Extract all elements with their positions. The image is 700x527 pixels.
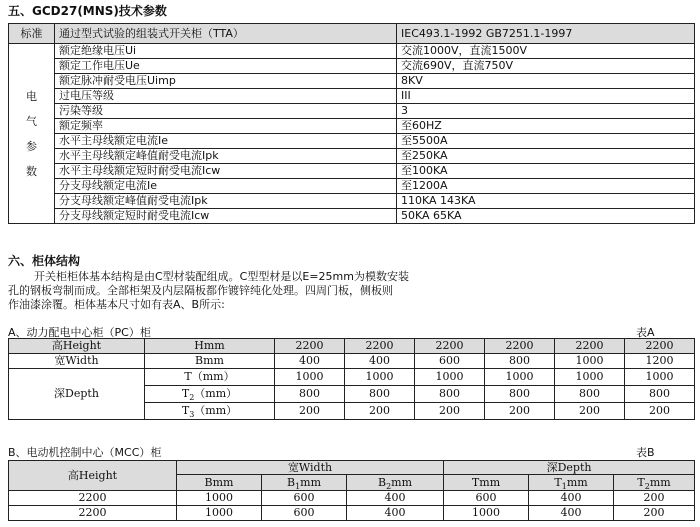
table-cell: 600	[415, 354, 485, 369]
tech-params-table	[8, 23, 695, 224]
param-value: 3	[397, 104, 695, 119]
param-value: 至5500A	[397, 134, 695, 149]
table-a-height-row	[9, 339, 695, 354]
table-b-sub-b2: $B_2mm$	[347, 475, 444, 491]
table-b-sub-t2: $T_2mm$	[614, 475, 695, 491]
table-a-depth-unit: $T_3(mm)$	[145, 403, 275, 420]
table-row	[9, 491, 695, 506]
param-name: 额定绝缘电压Ui	[55, 44, 397, 59]
table-a-caption: A、动力配电中心柜（PC）柜	[8, 326, 151, 339]
section6-title: 六、柜体结构	[8, 254, 81, 268]
table-a-depth-row	[9, 369, 695, 386]
param-name: 额定脉冲耐受电压Uimp	[55, 74, 397, 89]
table-row	[9, 134, 695, 149]
table-row	[9, 194, 695, 209]
table-b-caption: B、电动机控制中心（MCC）柜	[8, 446, 162, 459]
table-b-tag: 表B	[636, 446, 655, 459]
param-value: 至100KA	[397, 164, 695, 179]
table-row	[9, 44, 695, 59]
param-value: 110KA 143KA	[397, 194, 695, 209]
param-name: 分支母线额定峰值耐受电流Ipk	[55, 194, 397, 209]
table-cell: 800	[485, 354, 555, 369]
param-name: 水平主母线额定峰值耐受电流Ipk	[55, 149, 397, 164]
table-b-depth-label: 深Depth	[444, 461, 695, 475]
table-cell: 800	[555, 386, 625, 403]
table-a-width-row	[9, 354, 695, 369]
table-a-depth-unit: T（mm）	[145, 369, 275, 386]
table-cell: 2200	[555, 339, 625, 354]
table-b-width-label: 宽Width	[177, 461, 444, 475]
table-row	[9, 149, 695, 164]
table-cell: 200	[614, 506, 695, 521]
table-cell: 400	[529, 491, 614, 506]
table-cell: 1000	[555, 369, 625, 386]
table-cell: 600	[262, 491, 347, 506]
table-row	[9, 89, 695, 104]
section6-paragraph-line2: 孔的钢板弯制而成。全部柜架及内层隔板都作镀锌纯化处理。四周门板，侧板则	[8, 284, 393, 297]
table-row	[9, 164, 695, 179]
table-cell: 400	[347, 491, 444, 506]
header-standard: 标准	[9, 24, 55, 44]
param-value: 至60HZ	[397, 119, 695, 134]
table-b-sub-t1: $T_1mm$	[529, 475, 614, 491]
param-name: 水平主母线额定电流Ie	[55, 134, 397, 149]
table-cell: 2200	[415, 339, 485, 354]
param-name: 额定工作电压Ue	[55, 59, 397, 74]
table-b-sub-t: Tmm	[444, 475, 529, 491]
table-a-tag: 表A	[636, 326, 655, 339]
table-cell: 800	[625, 386, 695, 403]
table-cell: 1000	[485, 369, 555, 386]
table-cell: 1000	[555, 354, 625, 369]
table-a-height-label: 高Height	[9, 339, 145, 354]
table-cell: 200	[345, 403, 415, 420]
table-cell: 2200	[9, 491, 177, 506]
param-value: 至250KA	[397, 149, 695, 164]
table-a-height-unit: Hmm	[145, 339, 275, 354]
table-cell: 800	[415, 386, 485, 403]
section6-paragraph-line1: 开关柜柜体基本结构是由C型材装配组成。C型型材是以E=25mm为模数安装	[34, 270, 409, 283]
table-cell: 200	[614, 491, 695, 506]
table-row	[9, 209, 695, 224]
table-row	[9, 74, 695, 89]
tech-params-header	[9, 24, 695, 44]
param-name: 污染等级	[55, 104, 397, 119]
table-cell: 1000	[177, 506, 262, 521]
table-cell: 1000	[275, 369, 345, 386]
table-cell: 1000	[345, 369, 415, 386]
table-cell: 1000	[625, 369, 695, 386]
table-a-width-label: 宽Width	[9, 354, 145, 369]
table-b	[8, 460, 695, 521]
table-row	[9, 506, 695, 521]
table-cell: 1200	[625, 354, 695, 369]
table-cell: 400	[345, 354, 415, 369]
table-cell: 600	[262, 506, 347, 521]
table-cell: 2200	[625, 339, 695, 354]
param-name: 水平主母线额定短时耐受电流Icw	[55, 164, 397, 179]
table-b-height-label: 高Height	[9, 461, 177, 491]
table-b-header-row	[9, 461, 695, 475]
table-cell: 200	[625, 403, 695, 420]
param-value: 交流690V，直流750V	[397, 59, 695, 74]
table-cell: 2200	[345, 339, 415, 354]
table-a-depth-label: 深Depth	[9, 369, 145, 420]
table-cell: 400	[529, 506, 614, 521]
header-iec: IEC493.1-1992 GB7251.1-1997	[397, 24, 695, 44]
table-cell: 400	[275, 354, 345, 369]
param-value: III	[397, 89, 695, 104]
param-name: 分支母线额定电流Ie	[55, 179, 397, 194]
group-label-electrical: 电 气 参 数	[9, 44, 55, 224]
table-cell: 200	[275, 403, 345, 420]
table-cell: 1000	[444, 506, 529, 521]
table-cell: 800	[485, 386, 555, 403]
table-row	[9, 119, 695, 134]
table-row	[9, 104, 695, 119]
param-name: 过电压等级	[55, 89, 397, 104]
table-b-sub-b: Bmm	[177, 475, 262, 491]
section6-paragraph-line3: 作油漆涂覆。柜体基本尺寸如有表A、B所示:	[8, 298, 225, 311]
table-cell: 2200	[275, 339, 345, 354]
table-row	[9, 179, 695, 194]
table-cell: 1000	[415, 369, 485, 386]
table-cell: 200	[485, 403, 555, 420]
param-name: 分支母线额定短时耐受电流Icw	[55, 209, 397, 224]
table-cell: 800	[275, 386, 345, 403]
table-cell: 800	[345, 386, 415, 403]
table-cell: 2200	[9, 506, 177, 521]
table-cell: 400	[347, 506, 444, 521]
param-value: 50KA 65KA	[397, 209, 695, 224]
header-tta: 通过型式试验的组装式开关柜（TTA）	[55, 24, 397, 44]
table-a	[8, 338, 695, 420]
param-value: 至1200A	[397, 179, 695, 194]
section5-title: 五、GCD27(MNS)技术参数	[8, 4, 167, 18]
table-row	[9, 59, 695, 74]
table-a-width-unit: Bmm	[145, 354, 275, 369]
table-cell: 200	[415, 403, 485, 420]
param-name: 额定频率	[55, 119, 397, 134]
param-value: 8KV	[397, 74, 695, 89]
table-cell: 1000	[177, 491, 262, 506]
table-cell: 600	[444, 491, 529, 506]
table-cell: 200	[555, 403, 625, 420]
table-cell: 2200	[485, 339, 555, 354]
table-b-sub-b1: $B_1mm$	[262, 475, 347, 491]
table-a-depth-unit: $T_2(mm)$	[145, 386, 275, 403]
param-value: 交流1000V，直流1500V	[397, 44, 695, 59]
